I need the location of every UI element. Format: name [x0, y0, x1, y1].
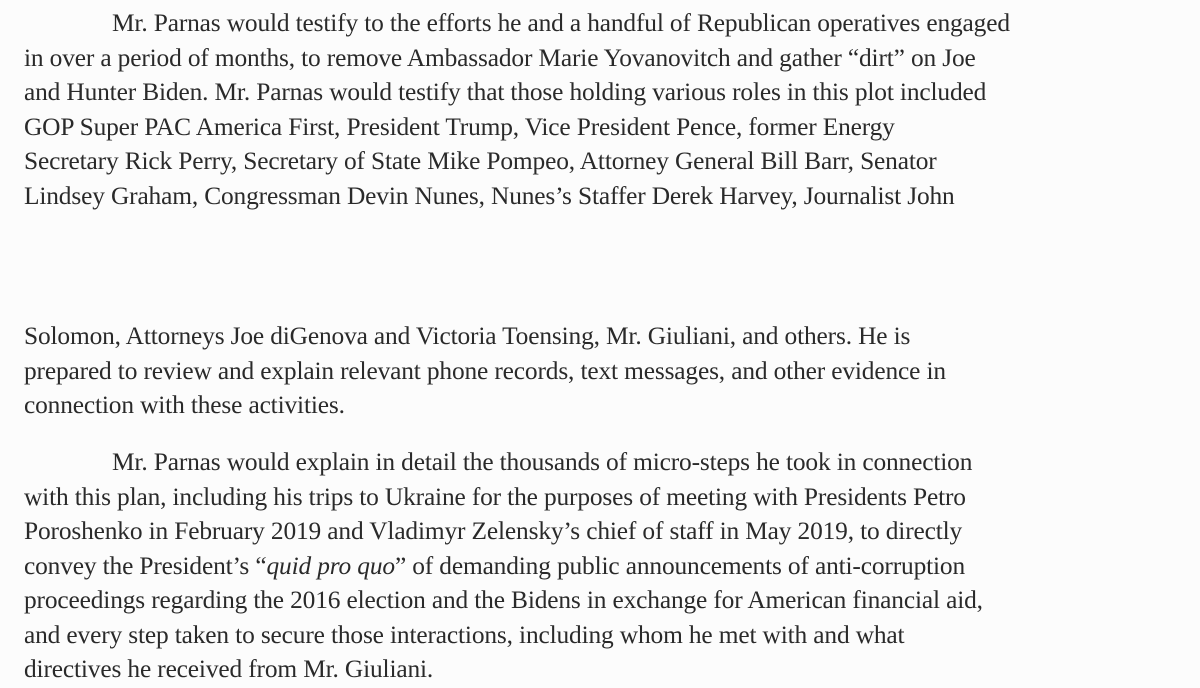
text-line: connection with these activities.: [24, 391, 345, 419]
paragraph-testify-efforts-continued: [24, 319, 1200, 423]
text-line: proceedings regarding the 2016 election and the Bidens in exchange for American financial aid,: [24, 586, 983, 614]
paragraph-explain-micro-steps: [24, 445, 1200, 687]
text-line: Mr. Parnas would explain in detail the thousands of micro-steps he took in connection: [112, 448, 973, 476]
text-line: in over a period of months, to remove Ambassador Marie Yovanovitch and gather “dirt” on Joe: [24, 43, 976, 72]
text-line: Secretary Rick Perry, Secretary of State Mike Pompeo, Attorney General Bill Barr, Senator: [24, 147, 937, 175]
text-line: Solomon, Attorneys Joe diGenova and Victoria Toensing, Mr. Giuliani, and others. He is: [24, 322, 911, 350]
text-line: Lindsey Graham, Congressman Devin Nunes, Nunes’s Staffer Derek Harvey, Journalist John: [24, 181, 955, 210]
paragraph-testify-efforts: [24, 6, 1200, 213]
text-line: Mr. Parnas would testify to the efforts he and a handful of Republican operatives engaged: [112, 9, 1010, 37]
text-line: with this plan, including his trips to Ukraine for the purposes of meeting with Presidents Petro: [24, 482, 966, 511]
text-line: prepared to review and explain relevant phone records, text messages, and other evidence in: [24, 356, 946, 385]
text-line-quid-pro-quo: convey the President’s “quid pro quo” of demanding public announcements of anti-corruption: [24, 551, 966, 580]
text-line: directives he received from Mr. Giuliani.: [24, 655, 434, 683]
text-line: and every step taken to secure those interactions, including whom he met with and what: [24, 620, 905, 649]
text-line: GOP Super PAC America First, President Trump, Vice President Pence, former Energy: [24, 112, 895, 141]
text-line: and Hunter Biden. Mr. Parnas would testify that those holding various roles in this plot included: [24, 78, 987, 106]
text-line: Poroshenko in February 2019 and Vladimyr Zelensky’s chief of staff in May 2019, to directly: [24, 517, 963, 545]
